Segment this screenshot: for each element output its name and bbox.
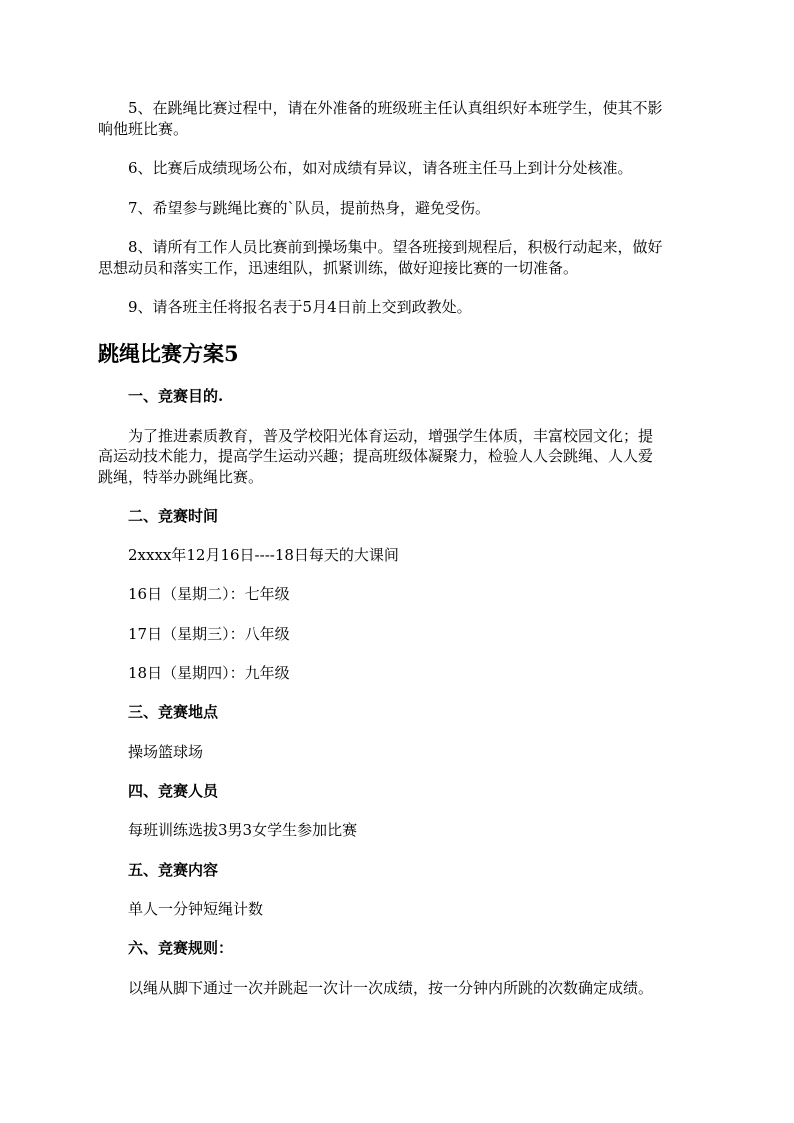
subsection-4-title: 四、竞赛人员 (128, 782, 219, 800)
subsection-5-text: 单人一分钟短绳计数 (128, 900, 264, 918)
subsection-2-title: 二、竞赛时间 (128, 507, 219, 525)
subsection-5-title: 五、竞赛内容 (128, 861, 219, 879)
paragraph-7: 7、希望参与跳绳比赛的`队员，提前热身，避免受伤。 (128, 199, 491, 217)
subsection-6-title: 六、竞赛规则： (128, 939, 234, 957)
paragraph-9: 9、请各班主任将报名表于5月4日前上交到政教处。 (128, 298, 472, 316)
subsection-3-title: 三、竞赛地点 (128, 703, 219, 721)
paragraph-5-line-1: 5、在跳绳比赛过程中，请在外准备的班级班主任认真组织好本班学生，使其不影 (128, 99, 663, 117)
subsection-1-line-1: 为了推进素质教育，普及学校阳光体育运动，增强学生体质，丰富校园文化；提 (128, 427, 654, 445)
subsection-3-text: 操场篮球场 (128, 743, 204, 761)
paragraph-5-line-2: 响他班比赛。 (98, 120, 189, 138)
subsection-2-line-3: 17日（星期三）：八年级 (128, 625, 290, 643)
subsection-6-text: 以绳从脚下通过一次并跳起一次计一次成绩，按一分钟内所跳的次数确定成绩。 (128, 979, 654, 997)
subsection-4-text: 每班训练选拔3男3女学生参加比赛 (128, 821, 358, 839)
subsection-2-line-1: 2xxxx年12月16日----18日每天的大课间 (128, 546, 399, 564)
section-title: 跳绳比赛方案5 (98, 341, 239, 366)
subsection-2-line-4: 18日（星期四）：九年级 (128, 664, 290, 682)
subsection-2-line-2: 16日（星期二）：七年级 (128, 585, 290, 603)
subsection-1-line-3: 跳绳，特举办跳绳比赛。 (98, 468, 264, 486)
subsection-1-title: 一、竞赛目的. (128, 387, 224, 405)
paragraph-8-line-1: 8、请所有工作人员比赛前到操场集中。望各班接到规程后，积极行动起来，做好 (128, 238, 663, 256)
paragraph-6: 6、比赛后成绩现场公布，如对成绩有异议，请各班主任马上到计分处核准。 (128, 159, 633, 177)
paragraph-8-line-2: 思想动员和落实工作，迅速组队，抓紧训练，做好迎接比赛的一切准备。 (98, 259, 579, 277)
subsection-1-line-2: 高运动技术能力，提高学生运动兴趣；提高班级体凝聚力，检验人人会跳绳、人人爱 (98, 447, 654, 465)
